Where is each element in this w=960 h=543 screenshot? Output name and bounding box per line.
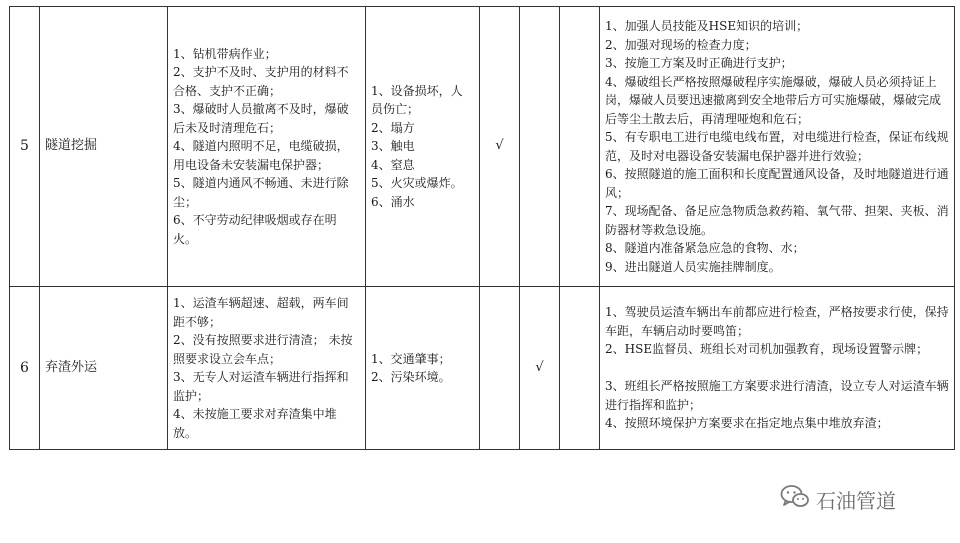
- measure-item: 3、班组长严格按照施工方案要求进行清渣，设立专人对运渣车辆进行指挥和监护；: [605, 379, 949, 412]
- table-row: [10, 7, 955, 287]
- cause-item: 1、钻机带病作业；: [173, 46, 277, 61]
- hazard-causes: [168, 7, 366, 287]
- empty-cell: [560, 7, 600, 287]
- cause-item: 3、无专人对运渣车辆进行指挥和监护；: [173, 370, 349, 403]
- measure-item: 7、现场配备、备足应急物质急救药箱、氧气带、担架、夹板、消防器材等救急设施。: [605, 204, 949, 237]
- consequence-item: 6、涌水: [371, 194, 415, 209]
- risk-assessment-table: [9, 6, 955, 450]
- consequences: [366, 287, 480, 450]
- measure-item: 9、进出隧道人员实施挂牌制度。: [605, 259, 781, 274]
- measure-item: 2、加强对现场的检查力度；: [605, 37, 757, 52]
- measure-item: 1、加强人员技能及HSE知识的培训；: [605, 19, 809, 33]
- blank-line: [605, 359, 949, 378]
- cause-item: 4、未按施工要求对弃渣集中堆放。: [173, 407, 337, 440]
- row-number: 5: [10, 7, 40, 287]
- risk-level-check: √: [520, 287, 560, 450]
- cause-item: 5、隧道内通风不畅通、未进行除尘；: [173, 176, 349, 209]
- cause-item: 2、支护不及时、支护用的材料不合格、支护不正确；: [173, 65, 349, 98]
- risk-level-check: [520, 7, 560, 287]
- hazard-causes: [168, 287, 366, 450]
- row-number: 6: [10, 287, 40, 450]
- cause-item: 4、隧道内照明不足，电缆破损，用电设备未安装漏电保护器；: [173, 139, 349, 172]
- cause-item: 3、爆破时人员撤离不及时，爆破后未及时清理危石；: [173, 102, 349, 135]
- measure-item: 5、有专职电工进行电缆电线布置，对电缆进行检查，保证布线规范，及时对电器设备安装漏电保护器并进行效验；: [605, 130, 949, 163]
- risk-level-check: √: [480, 7, 520, 287]
- table-row: [10, 287, 955, 450]
- consequence-item: 1、设备损坏，人员伤亡；: [371, 83, 463, 117]
- cause-item: 6、不守劳动纪律吸烟或存在明火。: [173, 213, 337, 246]
- consequence-item: 1、交通肇事；: [371, 351, 451, 366]
- consequence-item: 2、污染环境。: [371, 370, 451, 384]
- measure-item: 3、按施工方案及时正确进行支护；: [605, 56, 793, 70]
- control-measures: [600, 7, 955, 287]
- measure-item: 4、爆破组长严格按照爆破程序实施爆破，爆破人员必须持证上岗，爆破人员要迅速撤离到安全地带后方可实施爆破，爆破完成后等尘土散去后，再清理哑炮和危石；: [605, 74, 942, 126]
- watermark-text: 石油管道: [816, 489, 896, 513]
- wechat-icon: [780, 484, 810, 515]
- cause-item: 2、没有按照要求进行清渣； 未按照要求设立会车点；: [173, 333, 353, 366]
- task-name: 弃渣外运: [40, 287, 168, 450]
- consequence-item: 3、触电: [371, 139, 415, 154]
- consequence-item: 5、火灾或爆炸。: [371, 176, 463, 191]
- measure-item: 8、隧道内准备紧急应急的食物、水；: [605, 241, 805, 255]
- empty-cell: [560, 287, 600, 450]
- risk-level-check: [480, 287, 520, 450]
- consequences: [366, 7, 480, 287]
- task-name: 隧道挖掘: [40, 7, 168, 287]
- control-measures: [600, 287, 955, 450]
- watermark: [780, 484, 896, 515]
- consequence-item: 4、窒息: [371, 157, 415, 172]
- measure-item: 6、按照隧道的施工面积和长度配置通风设备，及时地隧道进行通风；: [605, 167, 949, 200]
- measure-item: 1、驾驶员运渣车辆出车前都应进行检查，严格按要求行使，保持车距，车辆启动时要鸣笛；: [605, 305, 949, 338]
- cause-item: 1、运渣车辆超速、超载，两车间距不够；: [173, 296, 349, 329]
- consequence-item: 2、塌方: [371, 120, 415, 135]
- measure-item: 4、按照环境保护方案要求在指定地点集中堆放弃渣；: [605, 416, 889, 431]
- measure-item: 2、HSE监督员、班组长对司机加强教育，现场设置警示牌；: [605, 342, 929, 357]
